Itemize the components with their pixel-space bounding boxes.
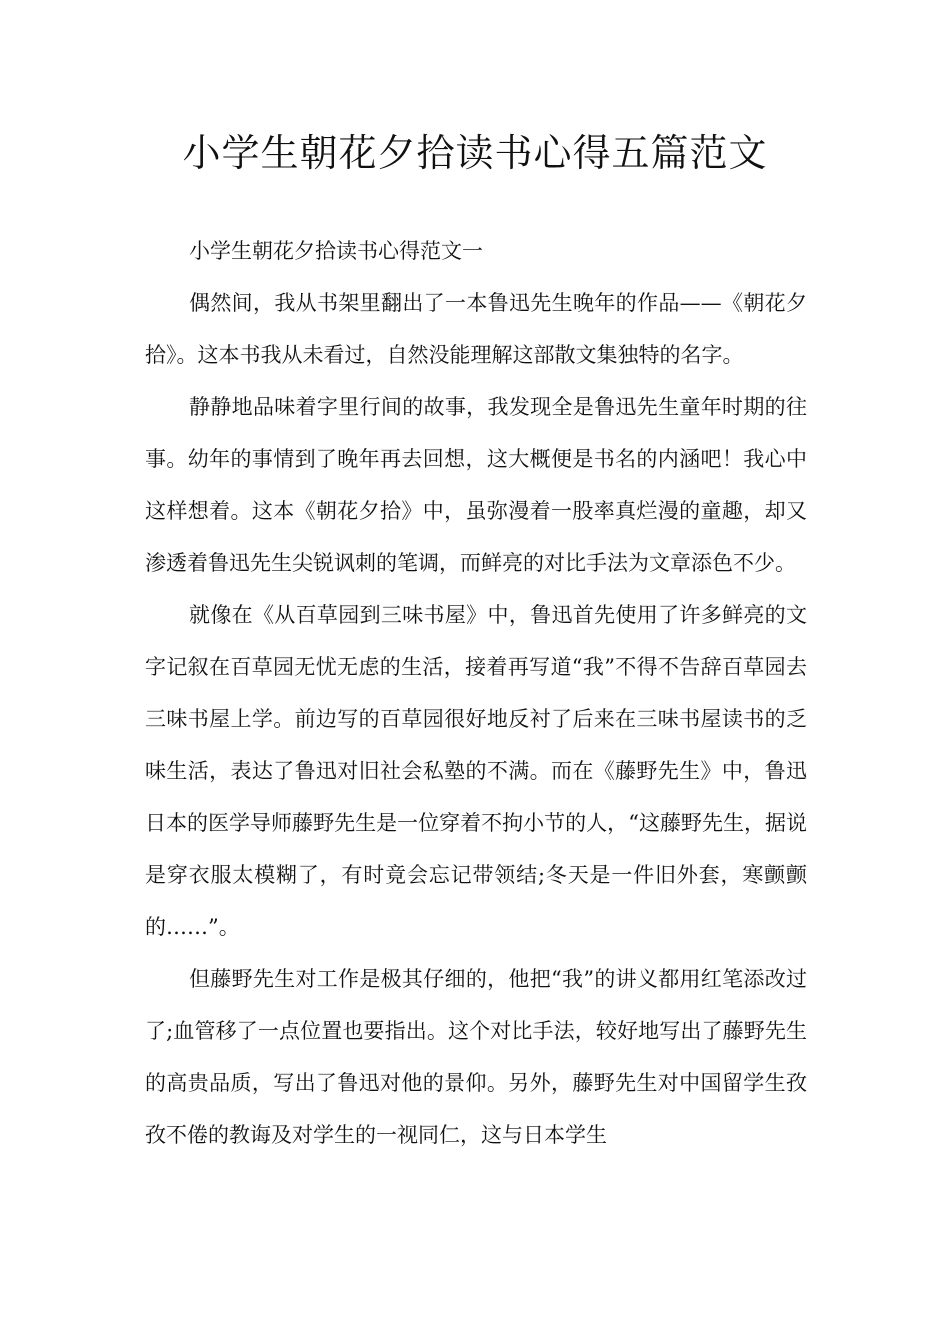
body-paragraph: 静静地品味着字里行间的故事，我发现全是鲁迅先生童年时期的往事。幼年的事情到了晚年再去回想，这大概便是书名的内涵吧！我心中这样想着。这本《朝花夕拾》中，虽弥漫着一股率真烂漫的童趣，却又渗透着鲁迅先生尖锐讽刺的笔调，而鲜亮的对比手法为文章添色不少。 <box>145 395 807 575</box>
body-paragraph: 就像在《从百草园到三味书屋》中，鲁迅首先使用了许多鲜亮的文字记叙在百草园无忧无虑的生活，接着再写道“我”不得不告辞百草园去三味书屋上学。前边写的百草园很好地反衬了后来在三味书屋读书的乏味生活，表达了鲁迅对旧社会私塾的不满。而在《藤野先生》中，鲁迅日本的医学导师藤野先生是一位穿着不拘小节的人，“这藤野先生，据说是穿衣服太模糊了，有时竟会忘记带领结;冬天是一件旧外套，寒颤颤的……”。 <box>145 603 807 939</box>
body-paragraph: 偶然间，我从书架里翻出了一本鲁迅先生晚年的作品——《朝花夕拾》。这本书我从未看过，自然没能理解这部散文集独特的名字。 <box>145 291 807 367</box>
body-paragraph: 但藤野先生对工作是极其仔细的，他把“我”的讲义都用红笔添改过了;血管移了一点位置也要指出。这个对比手法，较好地写出了藤野先生的高贵品质，写出了鲁迅对他的景仰。另外，藤野先生对中国留学生孜孜不倦的教诲及对学生的一视同仁，这与日本学生 <box>145 967 807 1147</box>
document-title: 小学生朝花夕拾读书心得五篇范文 <box>182 131 768 175</box>
section-subtitle: 小学生朝花夕拾读书心得范文一 <box>189 239 483 263</box>
document-body <box>145 225 807 1161</box>
